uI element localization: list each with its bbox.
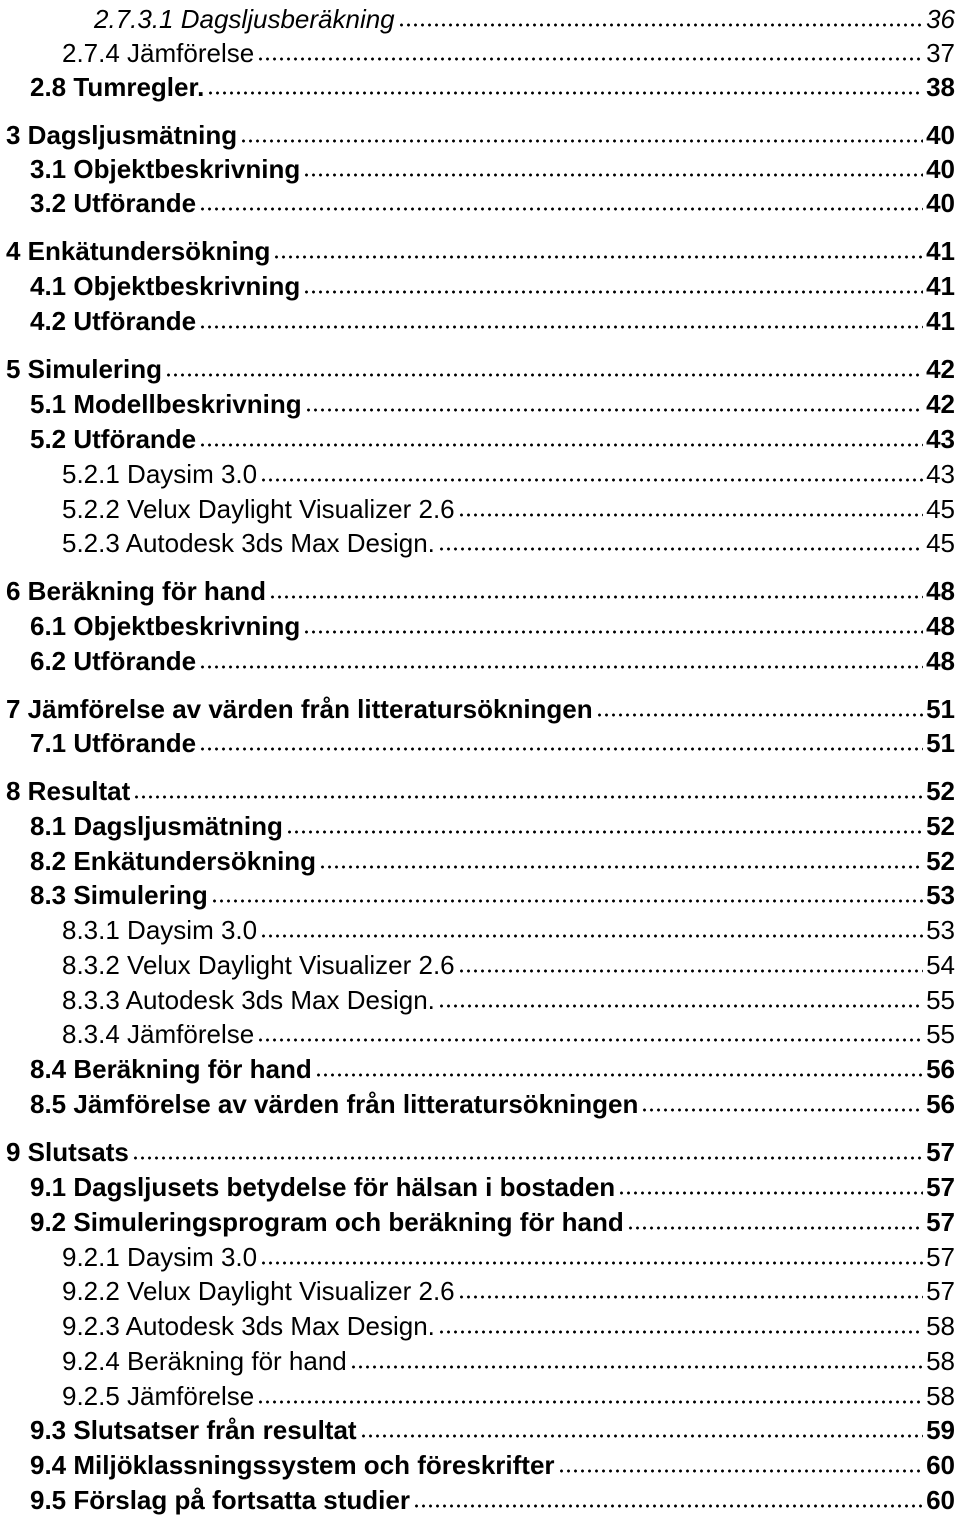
toc-entry-label: 4 Enkätundersökning (6, 236, 271, 266)
toc-entry[interactable] (0, 1307, 955, 1341)
toc-entry-label: 2.7.3.1 Dagsljusberäkning (94, 4, 395, 34)
toc-entry[interactable] (0, 302, 955, 336)
toc-entry[interactable] (0, 642, 955, 676)
toc-entry-label: 3.1 Objektbeskrivning (30, 154, 301, 184)
toc-entry[interactable] (0, 1342, 955, 1376)
toc-entry[interactable] (0, 946, 955, 980)
toc-entry[interactable] (0, 772, 955, 806)
toc-leader-dots (315, 1072, 923, 1078)
toc-entry-page-number: 60 (926, 1450, 955, 1480)
toc-leader-dots (260, 933, 923, 939)
toc-entry-label: 8.2 Enkätundersökning (30, 846, 317, 876)
toc-entry-page-number: 48 (926, 646, 955, 676)
toc-entry-label: 9.4 Miljöklassningssystem och föreskrifter (30, 1450, 555, 1480)
toc-entry-label: 5 Simulering (6, 354, 163, 384)
toc-leader-dots (558, 1468, 924, 1474)
toc-leader-dots (132, 1155, 923, 1161)
toc-entry-page-number: 52 (926, 776, 955, 806)
toc-entry[interactable] (0, 385, 955, 419)
toc-leader-dots (303, 172, 923, 178)
toc-leader-dots (413, 1503, 923, 1509)
toc-entry[interactable] (0, 876, 955, 910)
toc-entry-page-number: 54 (926, 950, 955, 980)
toc-entry-page-number: 53 (926, 880, 955, 910)
toc-entry-label: 3 Dagsljusmätning (6, 120, 238, 150)
toc-entry-label: 5.2.2 Velux Daylight Visualizer 2.6 (62, 494, 455, 524)
toc-entry-label: 8 Resultat (6, 776, 131, 806)
toc-entry-label: 8.3.1 Daysim 3.0 (62, 915, 258, 945)
toc-entry-page-number: 56 (926, 1054, 955, 1084)
toc-entry[interactable] (0, 1411, 955, 1445)
toc-entry[interactable] (0, 1168, 955, 1202)
toc-leader-dots (240, 138, 923, 144)
toc-entry[interactable] (0, 1272, 955, 1306)
toc-entry-label: 9.2.2 Velux Daylight Visualizer 2.6 (62, 1276, 455, 1306)
toc-entry-label: 8.5 Jämförelse av värden från litteratursökningen (30, 1089, 639, 1119)
toc-leader-dots (269, 594, 923, 600)
toc-leader-dots (207, 90, 923, 96)
toc-leader-dots (627, 1225, 923, 1231)
toc-entry-label: 8.3 Simulering (30, 880, 208, 910)
toc-entry[interactable] (0, 524, 955, 558)
toc-entry[interactable] (0, 150, 955, 184)
toc-entry-page-number: 48 (926, 576, 955, 606)
toc-entry[interactable] (0, 1203, 955, 1237)
toc-entry-label: 9 Slutsats (6, 1137, 129, 1167)
toc-entry-label: 8.1 Dagsljusmätning (30, 811, 283, 841)
toc-leader-dots (438, 1003, 923, 1009)
toc-entry[interactable] (0, 724, 955, 758)
toc-entry[interactable] (0, 1238, 955, 1272)
toc-entry-label: 9.2.4 Beräkning för hand (62, 1346, 347, 1376)
toc-entry-label: 6.1 Objektbeskrivning (30, 611, 301, 641)
toc-leader-dots (211, 898, 923, 904)
toc-entry-page-number: 52 (926, 811, 955, 841)
toc-entry[interactable] (0, 1015, 955, 1049)
toc-entry-page-number: 57 (926, 1172, 955, 1202)
toc-entry[interactable] (0, 690, 955, 724)
toc-leader-dots (257, 1037, 923, 1043)
toc-entry[interactable] (0, 1050, 955, 1084)
toc-entry-label: 5.2 Utförande (30, 424, 197, 454)
toc-entry-label: 3.2 Utförande (30, 188, 197, 218)
toc-entry-label: 7 Jämförelse av värden från litteratursökningen (6, 694, 593, 724)
toc-entry-label: 2.8 Tumregler. (30, 72, 205, 102)
toc-entry-page-number: 41 (926, 271, 955, 301)
toc-entry-page-number: 53 (926, 915, 955, 945)
toc-leader-dots (319, 864, 923, 870)
toc-entry-label: 5.2.3 Autodesk 3ds Max Design. (62, 528, 435, 558)
toc-entry-label: 9.5 Förslag på fortsatta studier (30, 1485, 410, 1515)
toc-entry-label: 9.2 Simuleringsprogram och beräkning för hand (30, 1207, 624, 1237)
toc-entry[interactable] (0, 1481, 955, 1515)
toc-leader-dots (257, 56, 923, 62)
toc-entry-page-number: 40 (926, 154, 955, 184)
toc-entry-label: 5.2.1 Daysim 3.0 (62, 459, 258, 489)
toc-entry-page-number: 36 (926, 4, 955, 34)
toc-entry[interactable] (0, 1085, 955, 1119)
toc-entry-page-number: 43 (926, 459, 955, 489)
toc-entry[interactable] (0, 1377, 955, 1411)
toc-leader-dots (199, 324, 923, 330)
toc-leader-dots (398, 22, 923, 28)
toc-entry-page-number: 51 (926, 694, 955, 724)
toc-leader-dots (199, 442, 923, 448)
toc-entry-page-number: 37 (926, 38, 955, 68)
toc-entry[interactable] (0, 607, 955, 641)
toc-leader-dots (303, 629, 923, 635)
toc-entry-page-number: 58 (926, 1346, 955, 1376)
toc-entry[interactable] (0, 842, 955, 876)
toc-entry[interactable] (0, 232, 955, 266)
toc-entry[interactable] (0, 350, 955, 384)
toc-entry-page-number: 41 (926, 236, 955, 266)
toc-entry-page-number: 57 (926, 1137, 955, 1167)
toc-entry-label: 4.1 Objektbeskrivning (30, 271, 301, 301)
toc-entry-page-number: 52 (926, 846, 955, 876)
toc-leader-dots (438, 546, 923, 552)
toc-entry-label: 9.1 Dagsljusets betydelse för hälsan i bostaden (30, 1172, 616, 1202)
toc-entry-page-number: 57 (926, 1242, 955, 1272)
toc-leader-dots (458, 968, 923, 974)
toc-entry[interactable] (0, 420, 955, 454)
toc-entry-page-number: 55 (926, 985, 955, 1015)
toc-entry-page-number: 57 (926, 1207, 955, 1237)
toc-entry[interactable] (0, 911, 955, 945)
toc-leader-dots (596, 712, 923, 718)
toc-entry-label: 7.1 Utförande (30, 728, 197, 758)
toc-entry[interactable] (0, 981, 955, 1015)
toc-leader-dots (458, 512, 923, 518)
toc-entry[interactable] (0, 184, 955, 218)
toc-entry-label: 6 Beräkning för hand (6, 576, 267, 606)
toc-entry-label: 9.2.3 Autodesk 3ds Max Design. (62, 1311, 435, 1341)
toc-leader-dots (438, 1329, 923, 1335)
toc-entry-page-number: 40 (926, 120, 955, 150)
toc-entry[interactable] (0, 572, 955, 606)
toc-entry[interactable] (0, 490, 955, 524)
toc-entry-page-number: 55 (926, 1019, 955, 1049)
toc-entry-page-number: 58 (926, 1311, 955, 1341)
toc-entry-page-number: 59 (926, 1415, 955, 1445)
toc-entry-page-number: 60 (926, 1485, 955, 1515)
toc-entry-page-number: 58 (926, 1381, 955, 1411)
toc-entry[interactable] (0, 267, 955, 301)
toc-leader-dots (199, 664, 923, 670)
toc-leader-dots (199, 746, 923, 752)
toc-entry-label: 8.4 Beräkning för hand (30, 1054, 312, 1084)
toc-entry-label: 8.3.3 Autodesk 3ds Max Design. (62, 985, 435, 1015)
toc-entry-page-number: 51 (926, 728, 955, 758)
toc-entry[interactable] (0, 68, 955, 102)
toc-leader-dots (199, 206, 923, 212)
toc-entry-label: 9.2.1 Daysim 3.0 (62, 1242, 258, 1272)
toc-entry-label: 9.2.5 Jämförelse (62, 1381, 255, 1411)
toc-entry-label: 5.1 Modellbeskrivning (30, 389, 302, 419)
toc-entry-page-number: 43 (926, 424, 955, 454)
toc-entry[interactable] (0, 1133, 955, 1167)
toc-entry[interactable] (0, 116, 955, 150)
toc-entry-page-number: 45 (926, 528, 955, 558)
toc-leader-dots (260, 477, 923, 483)
toc-entry-label: 9.3 Slutsatser från resultat (30, 1415, 357, 1445)
toc-entry-label: 8.3.2 Velux Daylight Visualizer 2.6 (62, 950, 455, 980)
toc-entry-page-number: 56 (926, 1089, 955, 1119)
toc-leader-dots (257, 1399, 923, 1405)
toc-entry-label: 2.7.4 Jämförelse (62, 38, 255, 68)
toc-entry[interactable] (0, 34, 955, 68)
toc-entry-label: 8.3.4 Jämförelse (62, 1019, 255, 1049)
toc-entry-page-number: 38 (926, 72, 955, 102)
toc-leader-dots (165, 372, 923, 378)
toc-leader-dots (360, 1433, 924, 1439)
toc-entry[interactable] (0, 455, 955, 489)
toc-entry-label: 4.2 Utförande (30, 306, 197, 336)
toc-entry-page-number: 41 (926, 306, 955, 336)
toc-leader-dots (260, 1260, 923, 1266)
toc-leader-dots (303, 289, 923, 295)
toc-entry-page-number: 42 (926, 389, 955, 419)
toc-entry-page-number: 48 (926, 611, 955, 641)
toc-leader-dots (133, 794, 923, 800)
toc-leader-dots (458, 1294, 923, 1300)
toc-entry[interactable] (0, 0, 955, 34)
toc-entry-page-number: 40 (926, 188, 955, 218)
toc-leader-dots (641, 1107, 923, 1113)
toc-entry[interactable] (0, 807, 955, 841)
toc-leader-dots (273, 254, 923, 260)
toc-leader-dots (350, 1364, 923, 1370)
toc-leader-dots (286, 829, 923, 835)
toc-entry-page-number: 45 (926, 494, 955, 524)
toc-leader-dots (618, 1190, 923, 1196)
toc-leader-dots (305, 407, 923, 413)
toc-entry-page-number: 57 (926, 1276, 955, 1306)
toc-entry[interactable] (0, 1446, 955, 1480)
toc-entry-page-number: 42 (926, 354, 955, 384)
toc-entry-label: 6.2 Utförande (30, 646, 197, 676)
